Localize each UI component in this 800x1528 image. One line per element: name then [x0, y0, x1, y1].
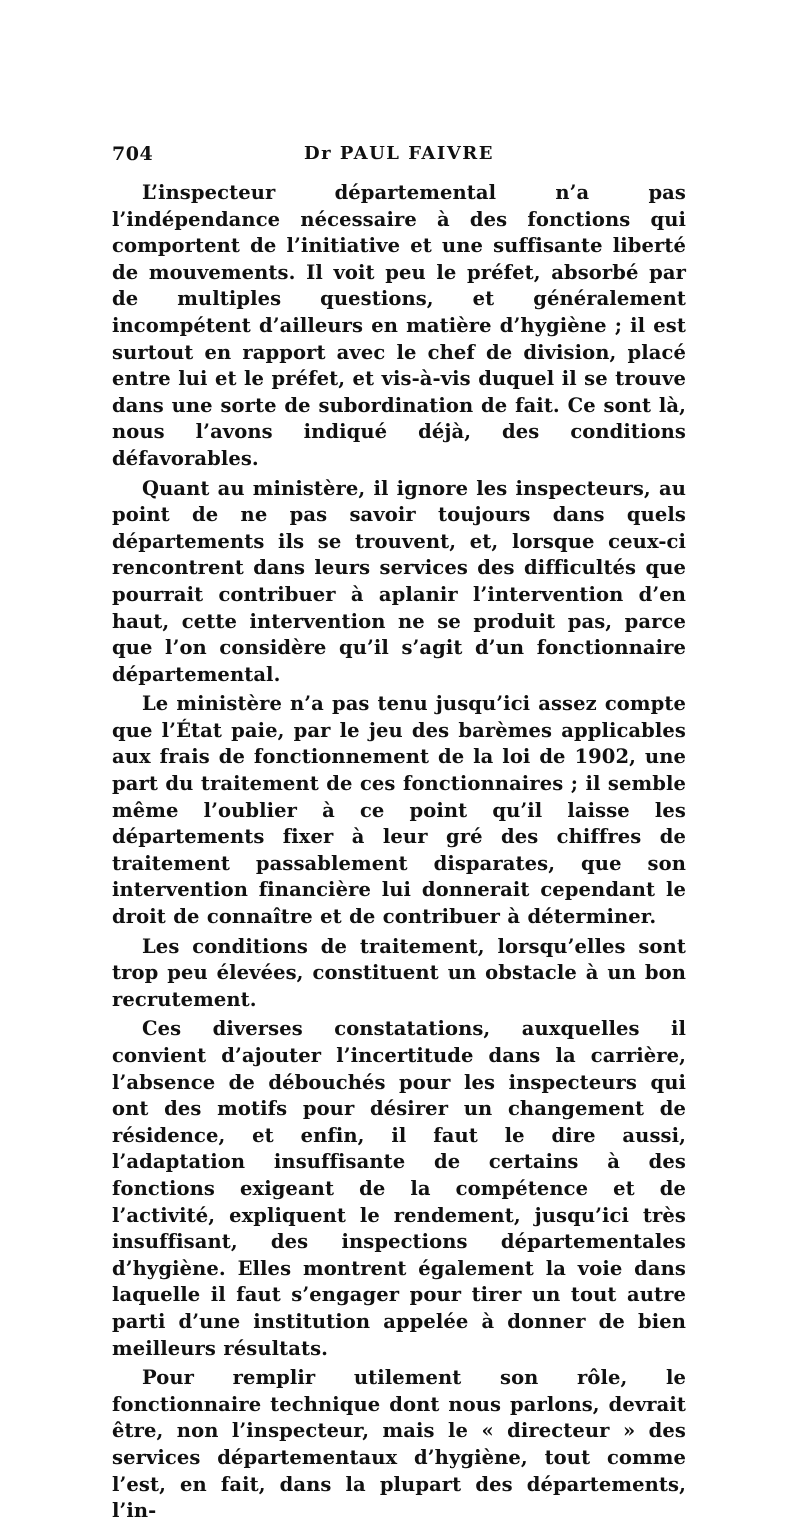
paragraph-traitement-etat: Le ministère n’a pas tenu jusqu’ici assez compte que l’État paie, par le jeu des barèmes applicables aux frais de fonctionnement de la loi de 1902, une part du traitement de ces fonctionnaires ; il semble même l’oublier à ce point qu’il laisse les départements fixer à leur gré des chiffres de traitement passablement disparates, que son intervention financière lui donnerait cependant le droit de connaître et de contribuer à déterminer.	[112, 692, 686, 929]
paragraph-ministere-ignore: Quant au ministère, il ignore les inspecteurs, au point de ne pas savoir toujours dans quels départements ils se trouvent, et, lorsque ceux-ci rencontrent dans leurs services des difficultés que pourrait contribuer à aplanir l’intervention d’en haut, cette intervention ne se produit pas, parce que l’on considère qu’il s’agit d’un fonctionnaire départemental.	[112, 476, 686, 686]
paragraph-directeur-services: Pour remplir utilement son rôle, le fonctionnaire technique dont nous parlons, devrait être, non l’inspecteur, mais le « directeur » des services départementaux d’hygiène, tout comme l’est, en fait, dans la plupart des départements, l’in-	[112, 1366, 686, 1523]
body-text	[112, 180, 686, 1528]
paragraph-constatations: Ces diverses constatations, auxquelles il convient d’ajouter l’incertitude dans la carrière, l’absence de débouchés pour les inspecteurs qui ont des motifs pour désirer un changement de résidence, et enfin, il faut le dire aussi, l’adaptation insuffisante de certains à des fonctions exigeant de la compétence et de l’activité, expliquent le rendement, jusqu’ici très insuffisant, des inspections départementales d’hygiène. Elles montrent également la voie dans laquelle il faut s’engager pour tirer un tout autre parti d’une institution appelée à donner de bien meilleurs résultats.	[112, 1017, 686, 1360]
page-number: 704	[112, 143, 154, 165]
paragraph-inspecteur-independance: L’inspecteur départemental n’a pas l’indépendance nécessaire à des fonctions qui comportent de l’initiative et une suffisante liberté de mouvements. Il voit peu le préfet, absorbé par de multiples questions, et généralement incompétent d’ailleurs en matière d’hygiène ; il est surtout en rapport avec le chef de division, placé entre lui et le préfet, et vis-à-vis duquel il se trouve dans une sorte de subordination de fait. Ce sont là, nous l’avons indiqué déjà, des conditions défavorables.	[112, 181, 686, 470]
paragraph-conditions-traitement: Les conditions de traitement, lorsqu’elles sont trop peu élevées, constituent un obstacle à un bon recrutement.	[112, 934, 686, 1011]
running-head	[112, 143, 686, 173]
running-title: Dr PAUL FAIVRE	[304, 143, 494, 164]
